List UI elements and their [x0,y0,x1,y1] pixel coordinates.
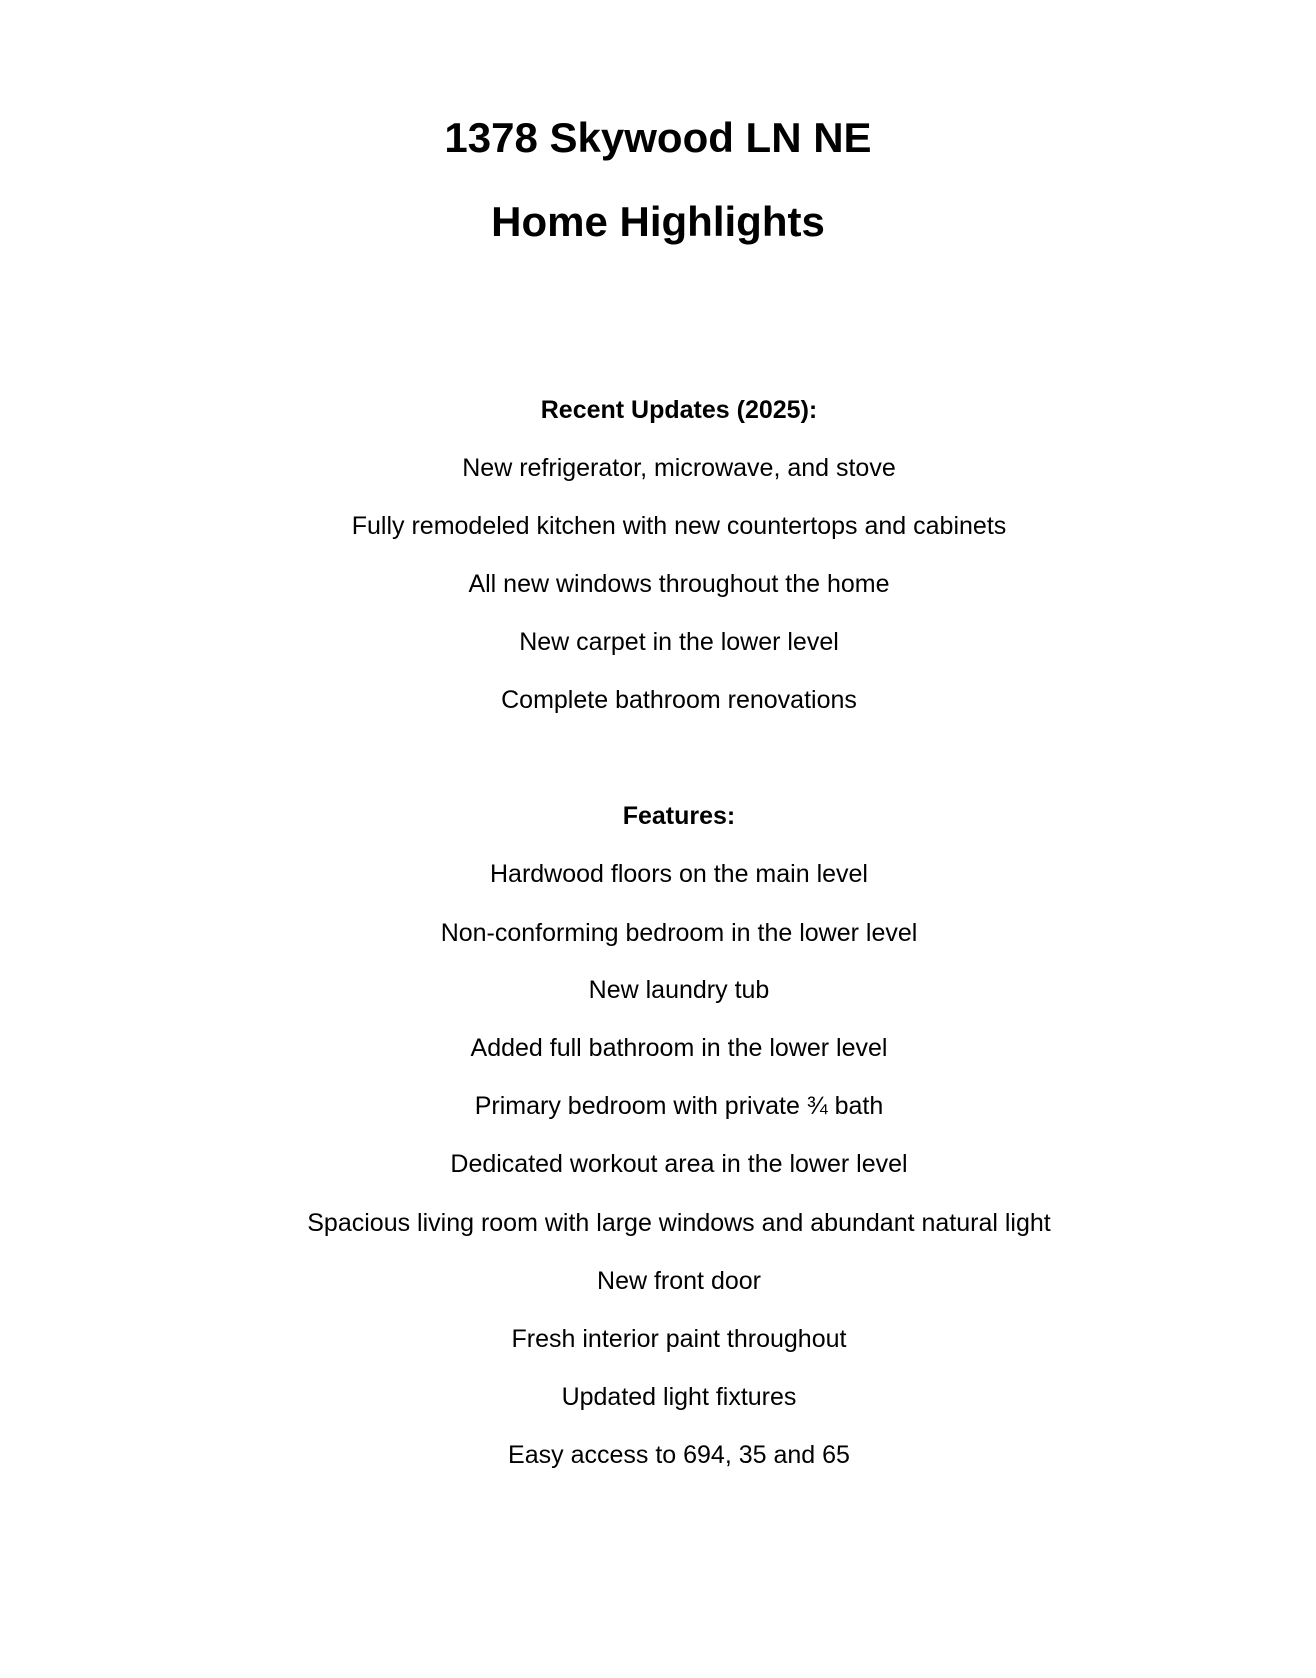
feature-item: Hardwood floors on the main level [490,860,868,888]
recent-update-item: New carpet in the lower level [519,628,839,656]
recent-update-item: New refrigerator, microwave, and stove [462,454,896,482]
feature-item: Easy access to 694, 35 and 65 [508,1441,850,1469]
feature-item: Dedicated workout area in the lower level [450,1150,908,1178]
feature-item: New laundry tub [588,976,770,1004]
feature-item: Fresh interior paint throughout [511,1325,847,1353]
features-heading: Features: [622,802,736,830]
feature-item: Spacious living room with large windows and abundant natural light [307,1209,1051,1237]
feature-item: New front door [597,1267,761,1295]
feature-item: Primary bedroom with private ¾ bath [474,1092,884,1120]
document-title-address: 1378 Skywood LN NE [444,114,872,161]
recent-update-item: Complete bathroom renovations [501,686,857,714]
document-title-highlights: Home Highlights [491,198,825,245]
feature-item: Non-conforming bedroom in the lower level [440,919,918,947]
recent-updates-heading: Recent Updates (2025): [540,396,818,424]
recent-update-item: Fully remodeled kitchen with new countertops and cabinets [351,512,1007,540]
feature-item: Added full bathroom in the lower level [470,1034,888,1062]
feature-item: Updated light fixtures [561,1383,797,1411]
recent-update-item: All new windows throughout the home [468,570,890,598]
